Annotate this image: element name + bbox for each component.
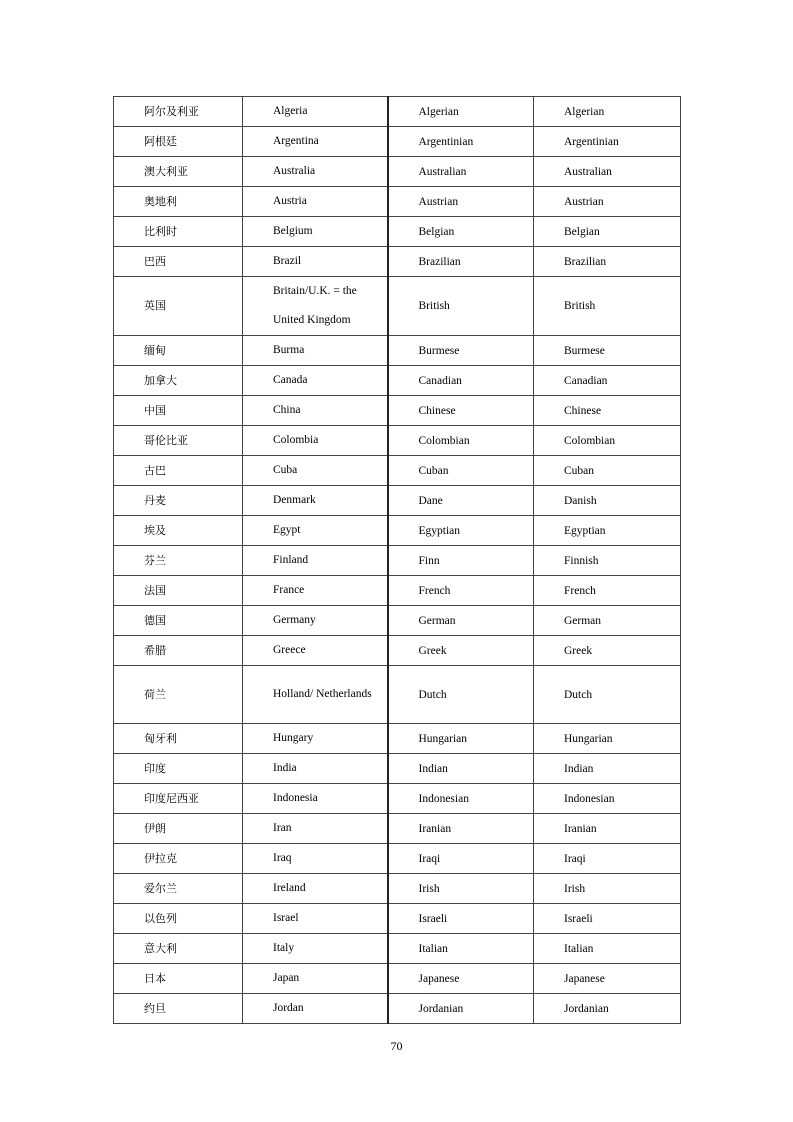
adjective-cell: Cuban	[534, 456, 681, 486]
chinese-name-cell: 奥地利	[114, 187, 243, 217]
chinese-name-cell: 缅甸	[114, 336, 243, 366]
person-cell: Chinese	[388, 396, 534, 426]
chinese-name-cell: 德国	[114, 606, 243, 636]
chinese-name-cell: 法国	[114, 576, 243, 606]
table-row	[114, 217, 681, 247]
person-cell: Italian	[388, 934, 534, 964]
table-row	[114, 576, 681, 606]
adjective-cell: Austrian	[534, 187, 681, 217]
table-row	[114, 486, 681, 516]
person-cell: Belgian	[388, 217, 534, 247]
person-cell: Egyptian	[388, 516, 534, 546]
country-cell: Cuba	[243, 456, 388, 486]
table-row	[114, 366, 681, 396]
adjective-cell: Argentinian	[534, 127, 681, 157]
person-cell: Finn	[388, 546, 534, 576]
table-row	[114, 754, 681, 784]
adjective-cell: Egyptian	[534, 516, 681, 546]
table-row	[114, 336, 681, 366]
table-row	[114, 157, 681, 187]
chinese-name-cell: 希腊	[114, 636, 243, 666]
table-row	[114, 396, 681, 426]
adjective-cell: Iranian	[534, 814, 681, 844]
adjective-cell: Jordanian	[534, 994, 681, 1024]
country-cell: Iraq	[243, 844, 388, 874]
country-cell: China	[243, 396, 388, 426]
person-cell: Jordanian	[388, 994, 534, 1024]
table-row	[114, 814, 681, 844]
adjective-cell: Canadian	[534, 366, 681, 396]
country-cell: Australia	[243, 157, 388, 187]
table-row	[114, 97, 681, 127]
chinese-name-cell: 伊朗	[114, 814, 243, 844]
chinese-name-cell: 伊拉克	[114, 844, 243, 874]
table-body	[114, 97, 681, 1024]
country-cell: Britain/U.K. = the United Kingdom	[243, 277, 388, 336]
country-cell: Canada	[243, 366, 388, 396]
country-cell: Brazil	[243, 247, 388, 277]
person-cell: Austrian	[388, 187, 534, 217]
chinese-name-cell: 比利时	[114, 217, 243, 247]
table-row	[114, 277, 681, 336]
country-cell: Egypt	[243, 516, 388, 546]
country-cell: Holland/ Netherlands	[243, 666, 388, 724]
table-row	[114, 994, 681, 1024]
country-cell: Algeria	[243, 97, 388, 127]
chinese-name-cell: 阿根廷	[114, 127, 243, 157]
country-cell: Italy	[243, 934, 388, 964]
adjective-cell: Finnish	[534, 546, 681, 576]
person-cell: Burmese	[388, 336, 534, 366]
person-cell: Greek	[388, 636, 534, 666]
table-row	[114, 784, 681, 814]
table-row	[114, 636, 681, 666]
chinese-name-cell: 爱尔兰	[114, 874, 243, 904]
adjective-cell: Australian	[534, 157, 681, 187]
chinese-name-cell: 印度	[114, 754, 243, 784]
table-row	[114, 426, 681, 456]
table-row	[114, 456, 681, 486]
adjective-cell: Danish	[534, 486, 681, 516]
country-cell: France	[243, 576, 388, 606]
chinese-name-cell: 加拿大	[114, 366, 243, 396]
chinese-name-cell: 芬兰	[114, 546, 243, 576]
country-cell: Austria	[243, 187, 388, 217]
adjective-cell: Irish	[534, 874, 681, 904]
adjective-cell: Algerian	[534, 97, 681, 127]
adjective-cell: British	[534, 277, 681, 336]
country-cell: Germany	[243, 606, 388, 636]
table-row	[114, 666, 681, 724]
page-number: 70	[390, 1039, 403, 1053]
person-cell: Israeli	[388, 904, 534, 934]
chinese-name-cell: 日本	[114, 964, 243, 994]
person-cell: Dutch	[388, 666, 534, 724]
chinese-name-cell: 意大利	[114, 934, 243, 964]
person-cell: French	[388, 576, 534, 606]
country-cell: Ireland	[243, 874, 388, 904]
chinese-name-cell: 埃及	[114, 516, 243, 546]
chinese-name-cell: 巴西	[114, 247, 243, 277]
chinese-name-cell: 英国	[114, 277, 243, 336]
person-cell: Brazilian	[388, 247, 534, 277]
chinese-name-cell: 阿尔及利亚	[114, 97, 243, 127]
person-cell: Hungarian	[388, 724, 534, 754]
person-cell: Cuban	[388, 456, 534, 486]
adjective-cell: Indian	[534, 754, 681, 784]
adjective-cell: Brazilian	[534, 247, 681, 277]
adjective-cell: Indonesian	[534, 784, 681, 814]
person-cell: Iranian	[388, 814, 534, 844]
table-row	[114, 724, 681, 754]
adjective-cell: Burmese	[534, 336, 681, 366]
chinese-name-cell: 中国	[114, 396, 243, 426]
country-cell: Indonesia	[243, 784, 388, 814]
chinese-name-cell: 哥伦比亚	[114, 426, 243, 456]
person-cell: Algerian	[388, 97, 534, 127]
country-cell: Japan	[243, 964, 388, 994]
table-row	[114, 904, 681, 934]
table-row	[114, 187, 681, 217]
person-cell: British	[388, 277, 534, 336]
person-cell: Australian	[388, 157, 534, 187]
adjective-cell: French	[534, 576, 681, 606]
chinese-name-cell: 古巴	[114, 456, 243, 486]
adjective-cell: Japanese	[534, 964, 681, 994]
country-nationality-table	[113, 96, 681, 1024]
chinese-name-cell: 荷兰	[114, 666, 243, 724]
chinese-name-cell: 约旦	[114, 994, 243, 1024]
adjective-cell: Iraqi	[534, 844, 681, 874]
country-cell: Finland	[243, 546, 388, 576]
person-cell: Iraqi	[388, 844, 534, 874]
adjective-cell: Belgian	[534, 217, 681, 247]
adjective-cell: German	[534, 606, 681, 636]
country-cell: India	[243, 754, 388, 784]
table-row	[114, 247, 681, 277]
table-row	[114, 606, 681, 636]
country-cell: Iran	[243, 814, 388, 844]
adjective-cell: Dutch	[534, 666, 681, 724]
chinese-name-cell: 印度尼西亚	[114, 784, 243, 814]
adjective-cell: Chinese	[534, 396, 681, 426]
country-cell: Greece	[243, 636, 388, 666]
person-cell: Indonesian	[388, 784, 534, 814]
country-cell: Belgium	[243, 217, 388, 247]
table-row	[114, 844, 681, 874]
person-cell: Irish	[388, 874, 534, 904]
person-cell: Colombian	[388, 426, 534, 456]
adjective-cell: Greek	[534, 636, 681, 666]
table-row	[114, 546, 681, 576]
adjective-cell: Italian	[534, 934, 681, 964]
table-row	[114, 127, 681, 157]
country-cell: Burma	[243, 336, 388, 366]
country-cell: Colombia	[243, 426, 388, 456]
chinese-name-cell: 丹麦	[114, 486, 243, 516]
person-cell: German	[388, 606, 534, 636]
person-cell: Japanese	[388, 964, 534, 994]
country-cell: Denmark	[243, 486, 388, 516]
person-cell: Canadian	[388, 366, 534, 396]
country-cell: Israel	[243, 904, 388, 934]
adjective-cell: Colombian	[534, 426, 681, 456]
adjective-cell: Hungarian	[534, 724, 681, 754]
table-row	[114, 964, 681, 994]
country-cell: Jordan	[243, 994, 388, 1024]
person-cell: Indian	[388, 754, 534, 784]
person-cell: Dane	[388, 486, 534, 516]
table-row	[114, 874, 681, 904]
country-cell: Argentina	[243, 127, 388, 157]
person-cell: Argentinian	[388, 127, 534, 157]
table-row	[114, 516, 681, 546]
adjective-cell: Israeli	[534, 904, 681, 934]
chinese-name-cell: 澳大利亚	[114, 157, 243, 187]
chinese-name-cell: 匈牙利	[114, 724, 243, 754]
country-cell: Hungary	[243, 724, 388, 754]
table-row	[114, 934, 681, 964]
chinese-name-cell: 以色列	[114, 904, 243, 934]
